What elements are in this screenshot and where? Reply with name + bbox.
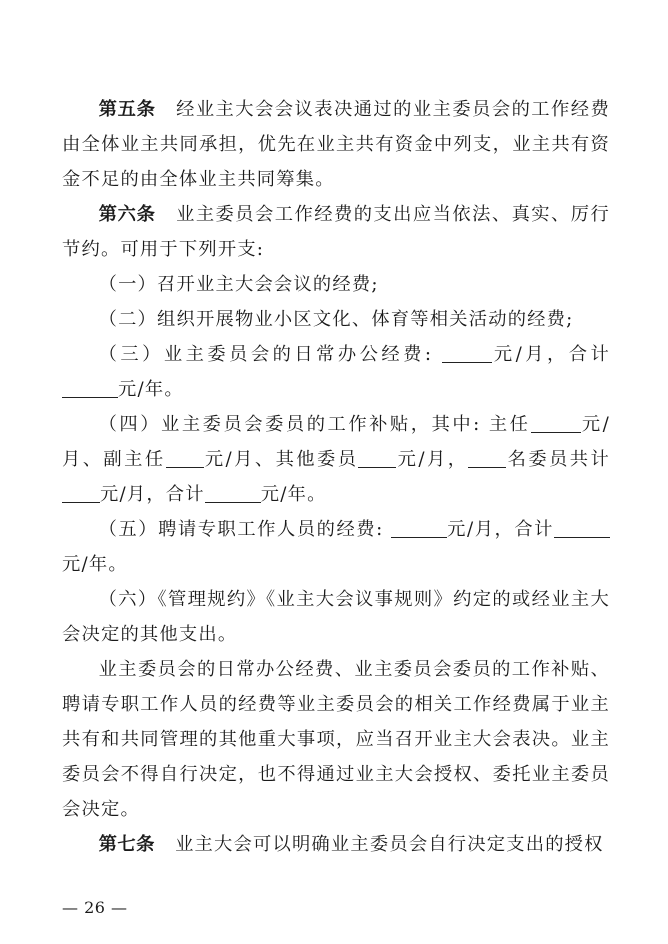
article-5: [62, 92, 610, 197]
blank-field: [391, 518, 447, 537]
article-6-item-2: （二）组织开展物业小区文化、体育等相关活动的经费;: [98, 309, 574, 330]
article-6-item-3: [62, 337, 610, 407]
blank-field: [468, 448, 506, 467]
article-6-item-4: [62, 407, 610, 512]
item-4-text-4: 元/月，: [396, 449, 469, 470]
article-6-item-5: [62, 512, 610, 582]
blank-field: [554, 518, 610, 537]
item-3-text-1: （三）业主委员会的日常办公经费:: [98, 344, 442, 365]
article-6-closing: 业主委员会的日常办公经费、业主委员会委员的工作补贴、聘请专职工作人员的经费等业主委员会的相关工作经费属于业主共有和共同管理的其他重大事项，应当召开业主大会表决。业主委员会不得自行决定，也不得通过业主大会授权、委托业主委员会决定。: [62, 659, 610, 820]
item-5-text-1: （五）聘请专职工作人员的经费:: [98, 519, 391, 540]
article-6-item-6: （六）《管理规约》《业主大会议事规则》约定的或经业主大会决定的其他支出。: [62, 589, 610, 645]
blank-field: [166, 448, 204, 467]
article-6-item-1: （一）召开业主大会会议的经费;: [98, 274, 379, 295]
blank-field: [205, 483, 261, 502]
article-7: [62, 827, 610, 862]
article-6-text: 业主委员会工作经费的支出应当依法、真实、厉行节约。可用于下列开支:: [62, 204, 610, 260]
article-6: [62, 197, 610, 267]
item-4-text-3: 元/月、其他委员: [203, 449, 359, 470]
item-4-text-6: 元/月，合计: [100, 484, 205, 505]
document-body: [62, 92, 610, 862]
item-4-text-2: 元/月、副主任: [62, 414, 610, 470]
article-7-label: 第七条: [98, 834, 155, 855]
blank-field: [62, 378, 118, 397]
item-4-text-1: （四）业主委员会委员的工作补贴，其中: 主任: [98, 414, 531, 435]
item-5-text-2: 元/月，合计: [446, 519, 555, 540]
item-4-text-7: 元/年。: [260, 484, 327, 505]
article-6-label: 第六条: [98, 204, 156, 225]
item-3-text-2: 元/月，合计: [491, 344, 611, 365]
blank-field: [358, 448, 396, 467]
item-5-text-3: 元/年。: [62, 554, 128, 575]
article-7-text: 业主大会可以明确业主委员会自行决定支出的授权: [175, 834, 604, 855]
blank-field: [62, 483, 100, 502]
page-number: — 26 —: [62, 898, 128, 917]
article-5-text: 经业主大会会议表决通过的业主委员会的工作经费由全体业主共同承担，优先在业主共有资金中列支，业主共有资金不足的由全体业主共同筹集。: [62, 99, 610, 190]
article-5-label: 第五条: [98, 99, 156, 120]
blank-field: [442, 343, 492, 362]
item-3-text-3: 元/年。: [118, 379, 184, 400]
item-4-text-5: 名委员共计: [506, 449, 611, 470]
blank-field: [531, 413, 581, 432]
